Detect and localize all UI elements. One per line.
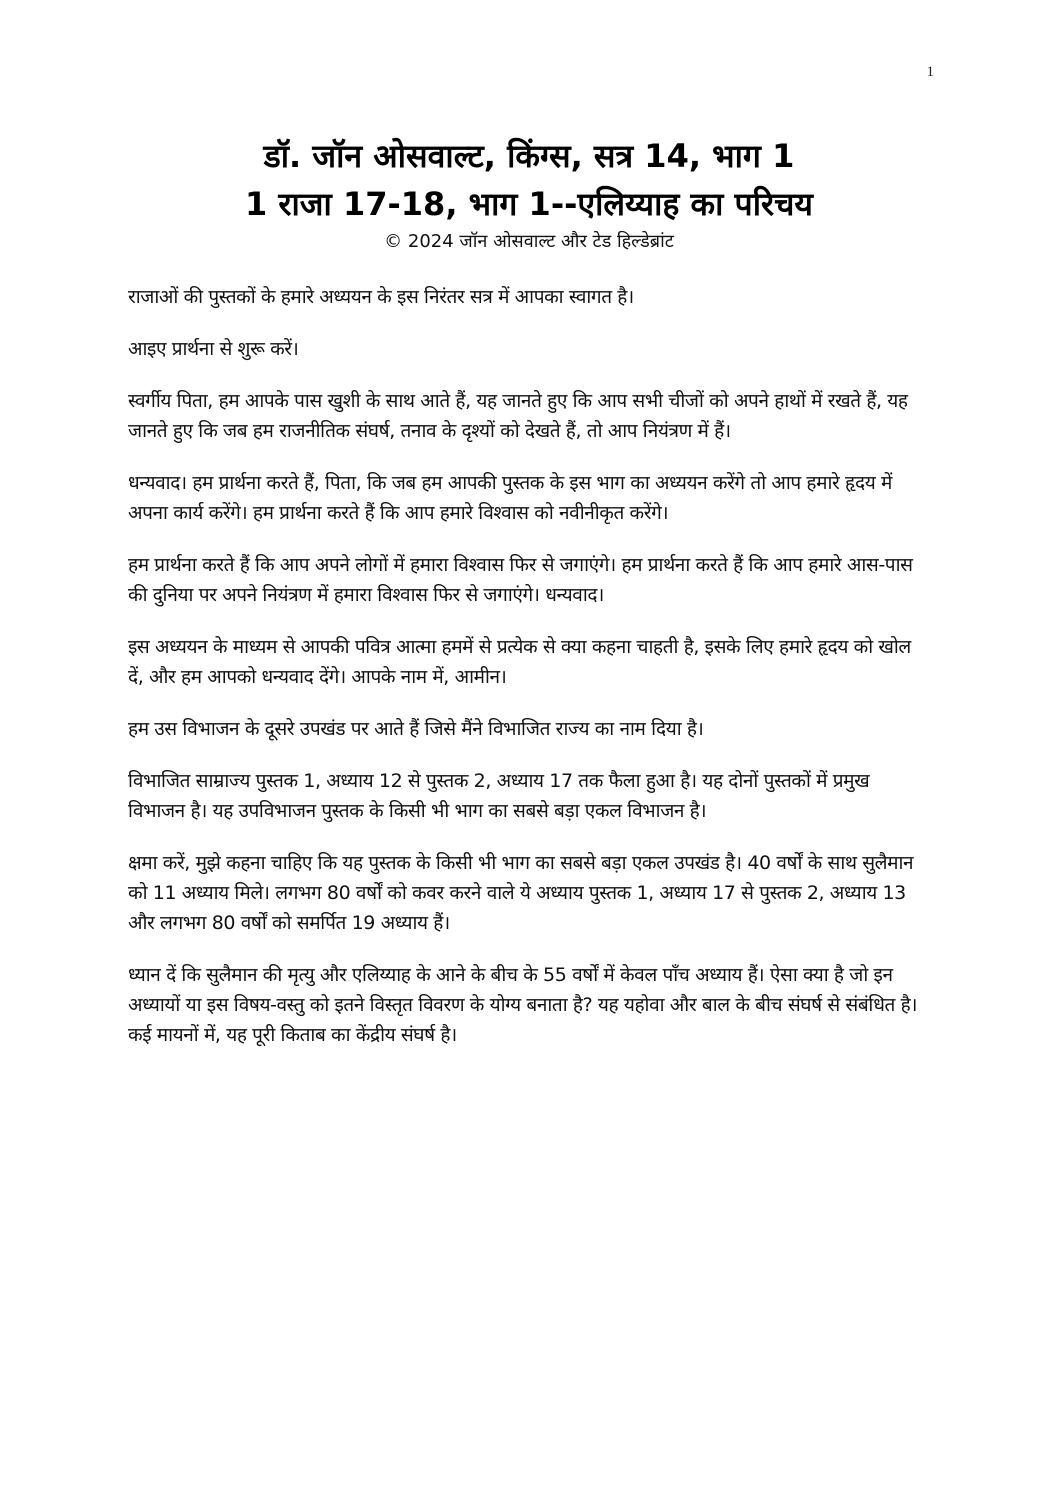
paragraph-conflict: ध्यान दें कि सुलैमान की मृत्यु और एलिय्याह के आने के बीच के 55 वर्षों में केवल पाँच अध्याय हैं। ऐसा क्या है जो इन अध्यायों या इस विषय-वस्तु को इतने विस्तृत विवरण के योग्य बनाता है? यह यहोवा और बाल के बीच संघर्ष से संबंधित है। कई मायनों में, यह पूरी किताब का केंद्रीय संघर्ष है। — [128, 964, 918, 1046]
paragraph-divided-kingdom: विभाजित साम्राज्य पुस्तक 1, अध्याय 12 से पुस्तक 2, अध्याय 17 तक फैला हुआ है। यह दोनों पुस्तकों में प्रमुख विभाजन है। यह उपविभाजन पुस्तक के किसी भी भाग का सबसे बड़ा एकल विभाजन है। — [128, 770, 870, 822]
paragraph-prayer-2: धन्यवाद। हम प्रार्थना करते हैं, पिता, कि जब हम आपकी पुस्तक के इस भाग का अध्ययन करेंगे तो आप हमारे हृदय में अपना कार्य करेंगे। हम प्रार्थना करते हैं कि आप हमारे विश्वास को नवीनीकृत करेंगे। — [128, 472, 892, 524]
paragraph-prayer-1: स्वर्गीय पिता, हम आपके पास खुशी के साथ आते हैं, यह जानते हुए कि आप सभी चीजों को अपने हाथों में रखते हैं, यह जानते हुए कि जब हम राजनीतिक संघर्ष, तनाव के दृश्यों को देखते हैं, तो आप नियंत्रण में हैं। — [128, 390, 908, 442]
copyright-line: © 2024 जॉन ओसवाल्ट और टेड हिल्डेब्रांट — [384, 231, 674, 252]
document-body — [128, 282, 928, 1072]
document-header — [0, 132, 1058, 254]
paragraph-prayer-intro: आइए प्रार्थना से शुरू करें। — [128, 338, 299, 360]
title-line-2: 1 राजा 17-18, भाग 1--एलिय्याह का परिचय — [245, 185, 813, 223]
paragraph-subsection: हम उस विभाजन के दूसरे उपखंड पर आते हैं जिसे मैंने विभाजित राज्य का नाम दिया है। — [128, 718, 704, 740]
page-number: 1 — [926, 64, 934, 80]
title-line-1: डॉ. जॉन ओसवाल्ट, किंग्स, सत्र 14, भाग 1 — [263, 137, 795, 175]
paragraph-prayer-4: इस अध्ययन के माध्यम से आपकी पवित्र आत्मा हममें से प्रत्येक से क्या कहना चाहती है, इसके लिए हमारे हृदय को खोल दें, और हम आपको धन्यवाद देंगे। आपके नाम में, आमीन। — [128, 636, 911, 688]
paragraph-welcome: राजाओं की पुस्तकों के हमारे अध्ययन के इस निरंतर सत्र में आपका स्वागत है। — [128, 286, 634, 308]
paragraph-correction: क्षमा करें, मुझे कहना चाहिए कि यह पुस्तक के किसी भी भाग का सबसे बड़ा एकल उपखंड है। 40 वर्षों के साथ सुलैमान को 11 अध्याय मिले। लगभग 80 वर्षों को कवर करने वाले ये अध्याय पुस्तक 1, अध्याय 17 से पुस्तक 2, अध्याय 13 और लगभग 80 वर्षों को समर्पित 19 अध्याय हैं। — [128, 852, 914, 934]
paragraph-prayer-3: हम प्रार्थना करते हैं कि आप अपने लोगों में हमारा विश्वास फिर से जगाएंगे। हम प्रार्थना करते हैं कि आप हमारे आस-पास की दुनिया पर अपने नियंत्रण में हमारा विश्वास फिर से जगाएंगे। धन्यवाद। — [128, 554, 913, 606]
